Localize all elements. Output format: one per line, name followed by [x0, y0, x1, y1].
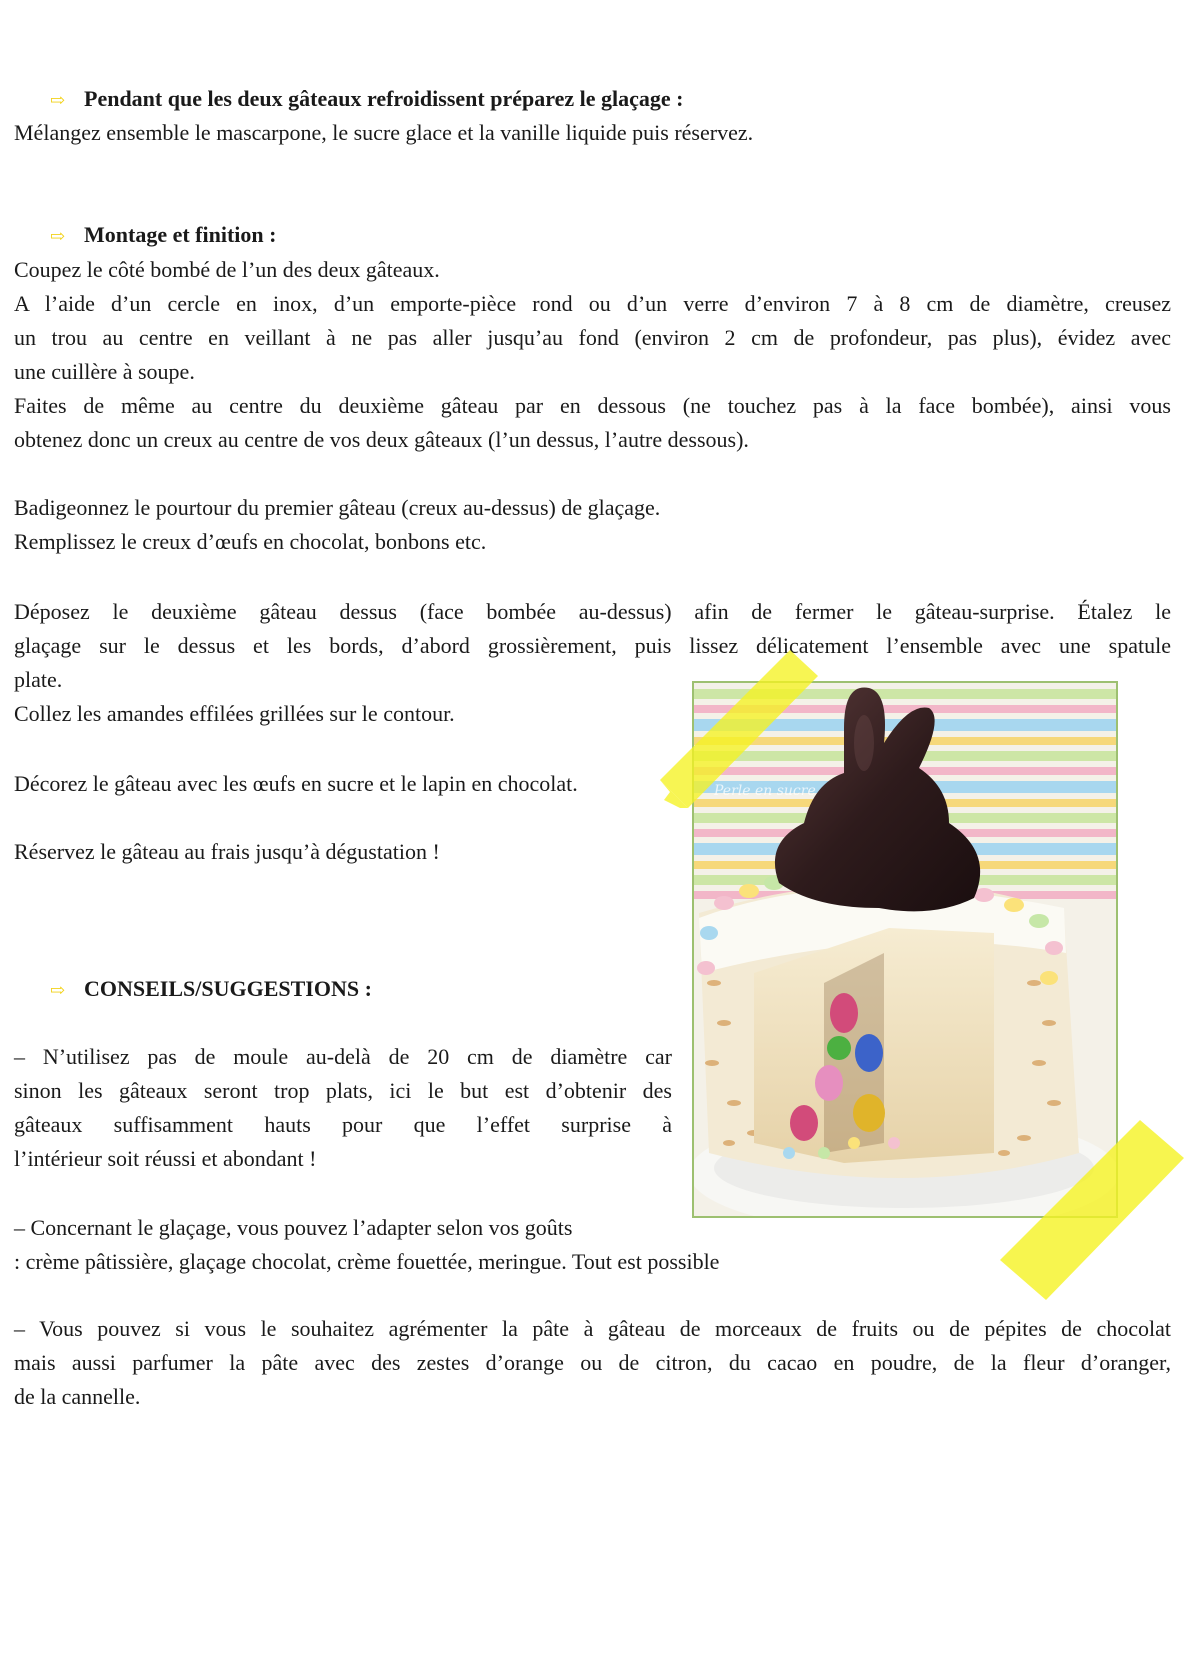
tape-top-left: [640, 640, 820, 830]
heading-montage-text: Montage et finition :: [84, 222, 277, 247]
montage-p1: Coupez le côté bombé de l’un des deux gâteaux.: [14, 257, 440, 282]
montage-p6-line: plate.: [14, 667, 63, 692]
right-arrow-icon: ⇨: [50, 226, 66, 246]
heading-glacage: [50, 82, 683, 117]
montage-p2: [14, 287, 1171, 389]
montage-p3-line: Faites de même au centre du deuxième gâteau par en dessous (ne touchez pas à la face bombée), ainsi vous: [14, 393, 1171, 418]
montage-p4: Badigeonnez le pourtour du premier gâteau (creux au-dessus) de glaçage.: [14, 495, 661, 520]
heading-montage: [50, 218, 276, 253]
montage-p2-line: A l’aide d’un cercle en inox, d’un emporte-pièce rond ou d’un verre d’environ 7 à 8 cm de diamètre, creusez: [14, 291, 1171, 316]
heading-conseils-text: CONSEILS/SUGGESTIONS :: [84, 976, 372, 1001]
right-arrow-icon: ⇨: [50, 980, 66, 1000]
montage-p8: Décorez le gâteau avec les œufs en sucre et le lapin en chocolat.: [14, 771, 578, 796]
conseils-c1-line: sinon les gâteaux seront trop plats, ici le but est d’obtenir des: [14, 1078, 672, 1103]
right-arrow-icon: ⇨: [50, 90, 66, 110]
montage-p9: Réservez le gâteau au frais jusqu’à dégustation !: [14, 839, 440, 864]
heading-glacage-text: Pendant que les deux gâteaux refroidissent préparez le glaçage :: [84, 86, 684, 111]
glacage-text: Mélangez ensemble le mascarpone, le sucre glace et la vanille liquide puis réservez.: [14, 120, 754, 145]
conseils-c3-line: de la cannelle.: [14, 1384, 141, 1409]
montage-p5: Remplissez le creux d’œufs en chocolat, bonbons etc.: [14, 529, 487, 554]
montage-p6-line: glaçage sur le dessus et les bords, d’abord grossièrement, puis lissez délicatement l’ensemble avec une spatule: [14, 633, 1171, 658]
conseils-c1-line: – N’utilisez pas de moule au-delà de 20 cm de diamètre car: [14, 1044, 672, 1069]
conseils-c3-line: mais aussi parfumer la pâte avec des zestes d’orange ou de citron, du cacao en poudre, de la fleur d’oranger,: [14, 1350, 1171, 1375]
conseils-c1-line: l’intérieur soit réussi et abondant !: [14, 1146, 317, 1171]
conseils-c1: [14, 1040, 672, 1176]
heading-conseils: [50, 972, 372, 1007]
montage-p7: Collez les amandes effilées grillées sur le contour.: [14, 701, 455, 726]
conseils-c3-line: – Vous pouvez si vous le souhaitez agrémenter la pâte à gâteau de morceaux de fruits ou de pépites de chocolat: [14, 1316, 1171, 1341]
conseils-c3: [14, 1312, 1171, 1414]
conseils-c2-line2: : crème pâtissière, glaçage chocolat, crème fouettée, meringue. Tout est possible: [14, 1249, 720, 1274]
conseils-c1-line: gâteaux suffisamment hauts pour que l’effet surprise à: [14, 1112, 672, 1137]
montage-p2-line: une cuillère à soupe.: [14, 359, 195, 384]
tape-bottom-right: [990, 1110, 1184, 1310]
montage-p3: [14, 389, 1171, 457]
conseils-c2-line1: – Concernant le glaçage, vous pouvez l’adapter selon vos goûts: [14, 1215, 573, 1240]
montage-p3-line: obtenez donc un creux au centre de vos deux gâteaux (l’un dessus, l’autre dessous).: [14, 427, 749, 452]
photo-watermark: Perle en sucre: [714, 783, 816, 799]
montage-p2-line: un trou au centre en veillant à ne pas aller jusqu’au fond (environ 2 cm de profondeur, pas plus), évidez avec: [14, 325, 1171, 350]
montage-p6-line: Déposez le deuxième gâteau dessus (face bombée au-dessus) afin de fermer le gâteau-surprise. Étalez le: [14, 599, 1171, 624]
